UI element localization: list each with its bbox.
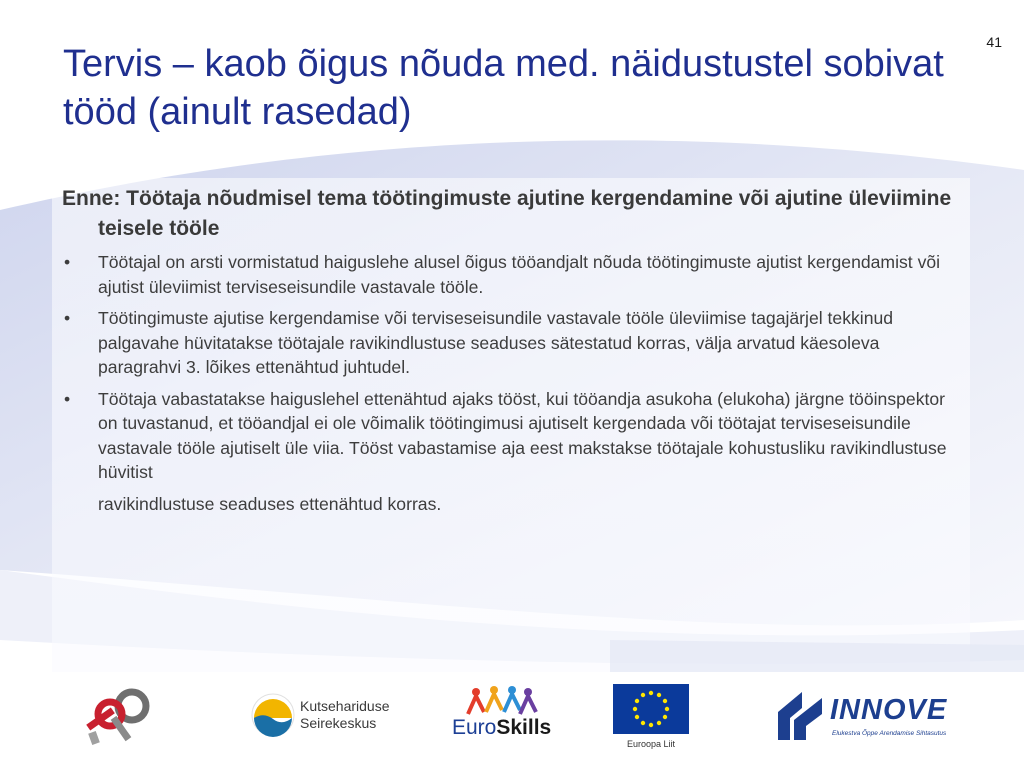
euroskills-euro: Euro	[452, 716, 497, 739]
logo-text-line1: Kutsehariduse	[300, 698, 390, 714]
kutsehariduse-seirekeskus-text	[300, 698, 390, 732]
bullet-list	[62, 250, 967, 516]
innove-tagline: Elukestva Õppe Arendamise Sihtasutus	[832, 730, 947, 737]
euroskills-wordmark	[452, 716, 551, 740]
lead-paragraph: Enne: Töötaja nõudmisel tema töötingimuste ajutine kergendamine või ajutine üleviimine teisele tööle	[62, 187, 952, 240]
footer-logos	[0, 672, 1024, 768]
list-item	[62, 250, 967, 299]
slide-content	[62, 178, 967, 523]
innove-mark-icon	[776, 690, 826, 744]
page-number: 41	[986, 34, 1002, 50]
euroskills-figures-icon	[456, 684, 546, 718]
logo-text-line2: Seirekeskus	[300, 715, 377, 731]
list-item	[62, 387, 967, 517]
list-item-text: Töötaja vabastatakse haiguslehel ettenähtud ajaks tööst, kui tööandja asukoha (elukoha) järgne tööinspektor on tuvastanud, et tööandjal ei ole võimalik töötingimusi ajutiselt kergendada või töötajat terviseseisundile vastavale tööle ajutiselt üle viia. Tööst vabastamise aja eest makstakse töötajale kohustusliku ravikindlustuse hüvitist	[98, 388, 947, 482]
keys-icon	[80, 684, 158, 750]
eu-flag-caption: Euroopa Liit	[626, 739, 676, 749]
euroskills-skills: Skills	[496, 716, 552, 739]
kutsehariduse-seirekeskus-icon	[250, 692, 296, 738]
innove-wordmark: INNOVE	[830, 694, 948, 726]
bullet-icon: •	[64, 388, 71, 409]
list-item-text: Töötingimuste ajutise kergendamise või terviseseisundile vastavale tööle üleviimise tagajärjel tekkinud palgavahe hüvitatakse töötajale ravikindlustuse seaduses sätestatud korras, välja arvatud käesoleva paragrahvi 3. lõikes ettenähtud juhtudel.	[98, 308, 894, 377]
eu-flag-icon	[613, 684, 689, 734]
bullet-icon: •	[64, 308, 71, 328]
slide-title: Tervis – kaob õigus nõuda med. näidustustel sobivat tööd (ainult rasedad)	[63, 43, 944, 133]
list-item-text: Töötajal on arsti vormistatud haiguslehe alusel õigus tööandjalt nõuda töötingimuste ajutist kergendamist või ajutist üleviimist terviseseisundile vastavale tööle.	[98, 252, 941, 297]
bullet-icon: •	[64, 252, 71, 272]
list-item-text-last-line: ravikindlustuse seaduses ettenähtud korras.	[98, 493, 442, 514]
list-item	[62, 306, 967, 380]
